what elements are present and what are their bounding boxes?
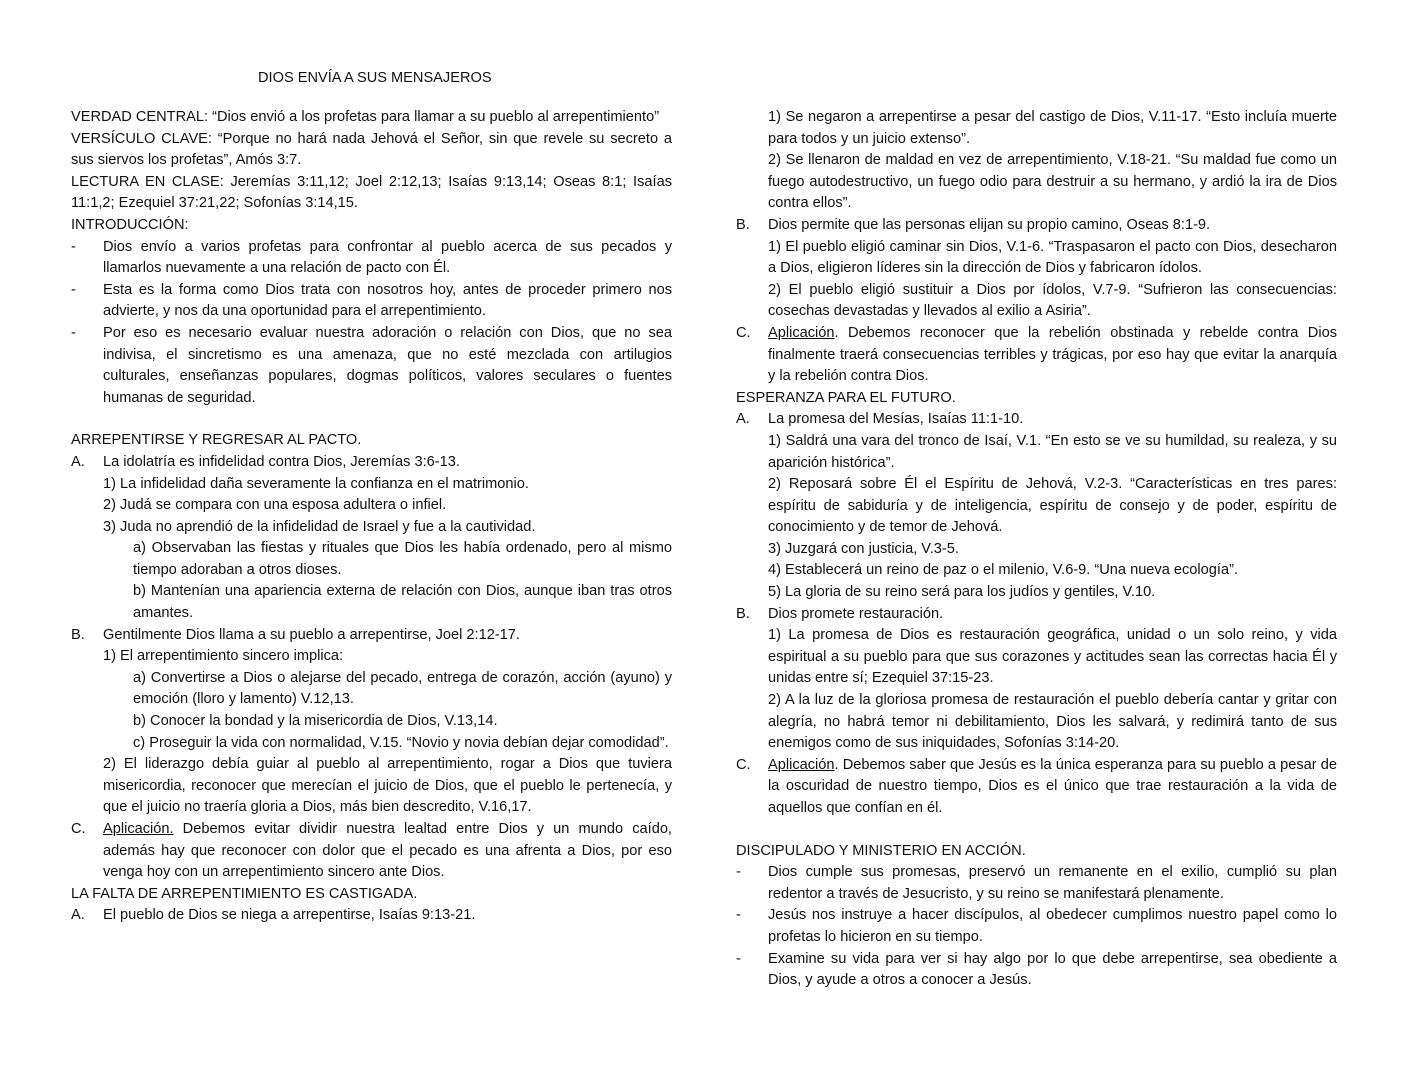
sub-point: 2) Se llenaron de maldad en vez de arrepentimiento, V.18-21. “Su maldad fue como un fuego autodestructivo, un fuego odio para destruir a su hermano, y ardió la ira de Dios contra ellos”. [768, 152, 1337, 212]
sub-point: 2) Judá se compara con una esposa adultera o infiel. [103, 497, 447, 514]
outline-text: La idolatría es infidelidad contra Dios, Jeremías 3:6-13. [103, 453, 460, 470]
outline-label: A. [71, 907, 85, 924]
bullet-text: Examine su vida para ver si hay algo por lo que debe arrepentirse, sea obediente a Dios, y ayude a otros a conocer a Jesús. [768, 950, 1337, 989]
intro-bullet [71, 237, 672, 280]
application-body: . Debemos saber que Jesús es la única esperanza para su pueblo a pesar de la oscuridad de nuestro tiempo, Dios es el único que trae restauración a la vida de aquellos que confían en él. [768, 756, 1337, 816]
outline-label: C. [736, 756, 751, 773]
sub-point: 3) Juda no aprendió de la infidelidad de Israel y fue a la cautividad. [103, 518, 536, 535]
central-truth: VERDAD CENTRAL: “Dios envió a los profetas para llamar a su pueblo al arrepentimiento” [71, 109, 660, 125]
outline-item [71, 625, 672, 647]
sub-sub-point: a) Convertirse a Dios o alejarse del pecado, entrega de corazón, acción (ayuno) y emoción (lloro y lamento) V.12,13. [133, 669, 672, 708]
sub-point: 3) Juzgará con justicia, V.3-5. [768, 540, 959, 557]
sub-sub-point: a) Observaban las fiestas y rituales que Dios les había ordenado, pero al mismo tiempo adoraban a otros dioses. [133, 540, 672, 578]
bullet-mark: - [736, 864, 741, 881]
sub-point: 1) La promesa de Dios es restauración geográfica, unidad o un solo reino, y vida espiritual a su pueblo para que sus corazones y actitudes sean las correctas hacia Él y unidas entre sí; Ezequiel 37:15-23. [768, 627, 1337, 687]
class-reading: LECTURA EN CLASE: Jeremías 3:11,12; Joel 2:12,13; Isaías 9:13,14; Oseas 8:1; Isaías 11:1,2; Ezequiel 37:21,22; Sofonías 3:14,15. [71, 173, 672, 212]
outline-text: La promesa del Mesías, Isaías 11:1-10. [768, 411, 1024, 428]
sub-sub-point: b) Conocer la bondad y la misericordia de Dios, V.13,14. [133, 713, 498, 730]
outline-item [71, 819, 672, 884]
outline-item [736, 215, 1337, 237]
outline-label: C. [71, 821, 86, 837]
bullet-mark: - [71, 238, 76, 255]
outline-text: Dios promete restauración. [768, 605, 944, 622]
closing-bullet [736, 949, 1337, 992]
bullet-mark: - [71, 281, 76, 298]
outline-text: Dios permite que las personas elijan su propio camino, Oseas 8:1-9. [768, 216, 1211, 233]
sub-point: 2) El pueblo eligió sustituir a Dios por ídolos, V.7-9. “Sufrieron las consecuencias: cosechas devastadas y llevados al exilio a Asiria”. [768, 281, 1337, 320]
bullet-text: Jesús nos instruye a hacer discípulos, al obedecer cumplimos nuestro papel como lo profetas lo hicieron en su tiempo. [768, 907, 1337, 945]
sub-point: 1) La infidelidad daña severamente la confianza en el matrimonio. [103, 475, 529, 492]
application-label: Aplicación [768, 756, 835, 773]
sub-sub-point: c) Proseguir la vida con normalidad, V.15. “Novio y novia debían dejar comodidad”. [133, 734, 669, 751]
outline-item [736, 409, 1337, 431]
application-text [768, 323, 1337, 388]
bullet-mark: - [736, 907, 741, 924]
bullet-text: Esta es la forma como Dios trata con nosotros hoy, antes de proceder primero nos advierte, y nos da una oportunidad para el arrepentimiento. [103, 281, 672, 320]
outline-label: B. [736, 216, 750, 233]
closing-bullet [736, 905, 1337, 948]
right-column [736, 107, 1337, 992]
section-heading: DISCIPULADO Y MINISTERIO EN ACCIÓN. [736, 842, 1026, 859]
application-body: Debemos evitar dividir nuestra lealtad entre Dios y un mundo caído, además hay que reconocer con dolor que el pecado es una afrenta a Dios, por eso venga hoy con un arrepentimiento sincero ante Dios. [103, 821, 672, 881]
outline-item [71, 905, 672, 927]
bullet-text: Dios envío a varios profetas para confrontar al pueblo acerca de sus pecados y llamarlos nuevamente a una relación de pacto con Él. [103, 238, 672, 277]
bullet-mark: - [71, 324, 76, 341]
section-heading: ESPERANZA PARA EL FUTURO. [736, 389, 956, 406]
outline-item [736, 755, 1337, 820]
intro-bullet [71, 323, 672, 409]
intro-heading: INTRODUCCIÓN: [71, 216, 189, 233]
sub-point: 1) Se negaron a arrepentirse a pesar del castigo de Dios, V.11-17. “Esto incluía muerte para todos y un juicio extenso”. [768, 109, 1337, 147]
section-heading: LA FALTA DE ARREPENTIMIENTO ES CASTIGADA. [71, 885, 418, 902]
outline-label: B. [71, 626, 85, 643]
outline-text: Gentilmente Dios llama a su pueblo a arrepentirse, Joel 2:12-17. [103, 626, 520, 643]
sub-point: 5) La gloria de su reino será para los judíos y gentiles, V.10. [768, 584, 1156, 601]
outline-item [736, 604, 1337, 626]
outline-label: B. [736, 605, 750, 622]
left-column [71, 107, 672, 927]
page-title: DIOS ENVÍA A SUS MENSAJEROS [258, 70, 492, 86]
sub-point: 1) El arrepentimiento sincero implica: [103, 648, 344, 665]
closing-bullet [736, 862, 1337, 905]
bullet-mark: - [736, 950, 741, 967]
key-verse: VERSÍCULO CLAVE: “Porque no hará nada Jehová el Señor, sin que revele su secreto a sus siervos los profetas”, Amós 3:7. [71, 130, 672, 169]
application-label: Aplicación. [103, 821, 174, 837]
application-label: Aplicación [768, 324, 835, 341]
outline-label: C. [736, 324, 751, 341]
outline-label: A. [71, 453, 85, 470]
outline-text: El pueblo de Dios se niega a arrepentirse, Isaías 9:13-21. [103, 907, 476, 924]
bullet-text: Por eso es necesario evaluar nuestra adoración o relación con Dios, que no sea indivisa, el sincretismo es una amenaza, que no esté mezclada con artilugios culturales, enseñanzas populares, dogmas políticos, valores seculares o fuentes humanas de seguridad. [103, 324, 672, 406]
bullet-text: Dios cumple sus promesas, preservó un remanente en el exilio, cumplió su plan redentor a través de Jesucristo, y su reino se manifestará plenamente. [768, 864, 1337, 902]
intro-bullet [71, 280, 672, 323]
sub-sub-point: b) Mantenían una apariencia externa de relación con Dios, aunque iban tras otros amantes. [133, 583, 672, 622]
application-text [103, 819, 672, 884]
section-heading: ARREPENTIRSE Y REGRESAR AL PACTO. [71, 432, 362, 449]
application-body: . Debemos reconocer que la rebelión obstinada y rebelde contra Dios finalmente traerá consecuencias terribles y trágicas, por eso hay que evitar la anarquía y la rebelión contra Dios. [768, 324, 1337, 385]
sub-point: 2) El liderazgo debía guiar al pueblo al arrepentimiento, rogar a Dios que tuviera misericordia, reconocer que merecían el juicio de Dios, que el pueblo le pertenecía, y que el juicio no traería gloria a Dios, más bien descredito, V.16,17. [103, 756, 672, 816]
sub-point: 1) El pueblo eligió caminar sin Dios, V.1-6. “Traspasaron el pacto con Dios, desecharon a Dios, eligieron líderes sin la dirección de Dios y fabricaron ídolos. [768, 238, 1337, 277]
sub-point: 2) A la luz de la gloriosa promesa de restauración el pueblo debería cantar y gritar con alegría, no habrá temor ni debilitamiento, Dios les salvará, y redimirá tanto de sus enemigos como de sus iniquidades, Sofonías 3:14-20. [768, 692, 1337, 752]
sub-point: 1) Saldrá una vara del tronco de Isaí, V.1. “En esto se ve su humildad, su realeza, y su aparición histórica”. [768, 432, 1337, 471]
sub-point: 4) Establecerá un reino de paz o el milenio, V.6-9. “Una nueva ecología”. [768, 562, 1238, 579]
outline-item [736, 323, 1337, 388]
sub-point: 2) Reposará sobre Él el Espíritu de Jehová, V.2-3. “Características en tres pares: espíritu de sabiduría y de inteligencia, espíritu de consejo y de poder, espíritu de conocimiento y de temor de Jehová. [768, 476, 1337, 536]
application-text [768, 755, 1337, 820]
outline-item [71, 452, 672, 474]
outline-label: A. [736, 411, 750, 428]
